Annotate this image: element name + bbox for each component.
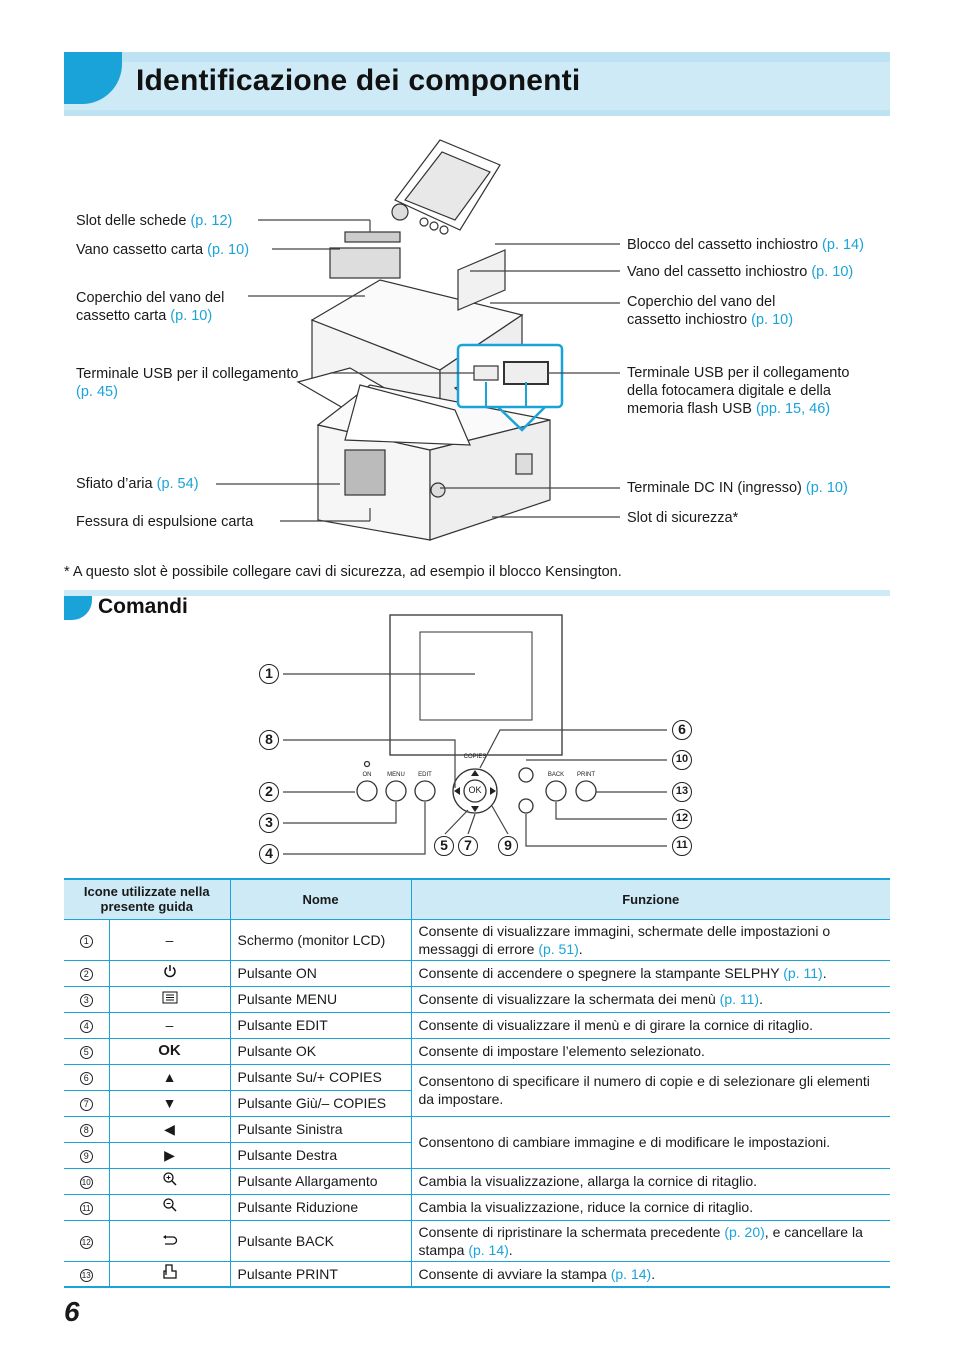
callout-number: 7: [458, 836, 478, 856]
on-label: ON: [362, 772, 372, 778]
callout-number: 10: [672, 750, 692, 770]
table-row: 13 Pulsante PRINT Consente di avviare la stampa (p. 14).: [64, 1261, 890, 1287]
footnote: * A questo slot è possibile collegare cavi di sicurezza, ad esempio il blocco Kensington.: [64, 564, 622, 580]
copies-label: COPIES: [463, 754, 487, 760]
page-title: Identificazione dei componenti: [136, 64, 581, 97]
callout-number: 11: [672, 836, 692, 856]
down-arrow-icon: ▼: [109, 1090, 230, 1116]
ok-label: OK: [468, 785, 482, 795]
callout-usb-camera: Terminale USB per il collegamento della fotocamera digitale e della memoria flash USB (pp. 15, 46): [627, 365, 850, 417]
callout-ink-cover: Coperchio del vano del cassetto inchiostro (p. 10): [627, 294, 794, 328]
header-function: Funzione: [411, 879, 890, 919]
callout-number: 6: [672, 720, 692, 740]
back-icon: [162, 1234, 178, 1246]
table-row: 3 Pulsante MENU Consente di visualizzare la schermata dei menù (p. 11).: [64, 986, 890, 1012]
power-icon: [163, 964, 177, 978]
table-row: 6 ▲ Pulsante Su/+ COPIES Consentono di specificare il numero di copie e di selezionare gli elementi da impostare.: [64, 1064, 890, 1090]
table-row: 8 ◀ Pulsante Sinistra Consentono di cambiare immagine e di modificare le impostazioni.: [64, 1116, 890, 1142]
page-number: 6: [64, 1296, 80, 1327]
table-row: 9 ▶ Pulsante Destra: [64, 1142, 890, 1168]
header-icons: Icone utilizzate nella presente guida: [64, 879, 230, 919]
callout-paper-exit: Fessura di espulsione carta: [76, 514, 254, 530]
table-row: 4 – Pulsante EDIT Consente di visualizzare il menù e di girare la cornice di ritaglio.: [64, 1012, 890, 1038]
callout-number: 9: [498, 836, 518, 856]
table-row: 5 OK Pulsante OK Consente di impostare l’elemento selezionato.: [64, 1038, 890, 1064]
table-row: 2 Pulsante ON Consente di accendere o spegnere la stampante SELPHY (p. 11).: [64, 960, 890, 986]
table-row: 12 Pulsante BACK Consente di ripristinare la schermata precedente (p. 20), e cancellare la stampa (p. 14).: [64, 1220, 890, 1261]
table-row: 10 Pulsante Allargamento Cambia la visualizzazione, allarga la cornice di ritaglio.: [64, 1168, 890, 1194]
table-row: 1 – Schermo (monitor LCD) Consente di visualizzare immagini, schermate delle impostazioni o messaggi di errore (p. 51).: [64, 919, 890, 960]
section-title: Comandi: [98, 595, 188, 618]
right-arrow-icon: ▶: [109, 1142, 230, 1168]
print-label: PRINT: [577, 772, 595, 778]
callout-dc-in: Terminale DC IN (ingresso) (p. 10): [627, 480, 848, 496]
callout-air-vent: Sfiato d’aria (p. 54): [76, 476, 199, 492]
callout-paper-cover: Coperchio del vano del cassetto carta (p. 10): [76, 290, 225, 324]
print-icon: [162, 1264, 178, 1280]
section-bar: [64, 590, 890, 596]
callout-card-slot: Slot delle schede (p. 12): [76, 213, 233, 229]
zoom-out-icon: [162, 1197, 178, 1213]
callout-ink-compartment: Vano del cassetto inchiostro (p. 10): [627, 264, 854, 280]
callout-security-slot: Slot di sicurezza*: [627, 510, 739, 526]
callout-usb-pc: Terminale USB per il collegamento (p. 45): [76, 366, 299, 400]
back-label: BACK: [547, 772, 565, 778]
controls-table: [64, 878, 890, 1288]
zoom-in-icon: [162, 1171, 178, 1187]
callout-ink-lock: Blocco del cassetto inchiostro (p. 14): [627, 237, 864, 253]
menu-label: MENU: [387, 772, 405, 778]
left-arrow-icon: ◀: [109, 1116, 230, 1142]
callout-number: 12: [672, 809, 692, 829]
callout-number: 4: [259, 844, 279, 864]
controls-diagram: [0, 610, 954, 870]
callout-number: 13: [672, 782, 692, 802]
header-name: Nome: [230, 879, 411, 919]
callout-number: 2: [259, 782, 279, 802]
callout-number: 1: [259, 664, 279, 684]
up-arrow-icon: ▲: [109, 1064, 230, 1090]
callout-number: 3: [259, 813, 279, 833]
callout-paper-compartment: Vano cassetto carta (p. 10): [76, 242, 250, 258]
callout-number: 5: [434, 836, 454, 856]
menu-icon: [162, 991, 178, 1004]
edit-label: EDIT: [418, 772, 432, 778]
callout-number: 8: [259, 730, 279, 750]
table-row: 7 ▼ Pulsante Giù/– COPIES: [64, 1090, 890, 1116]
table-row: 11 Pulsante Riduzione Cambia la visualizzazione, riduce la cornice di ritaglio.: [64, 1194, 890, 1220]
